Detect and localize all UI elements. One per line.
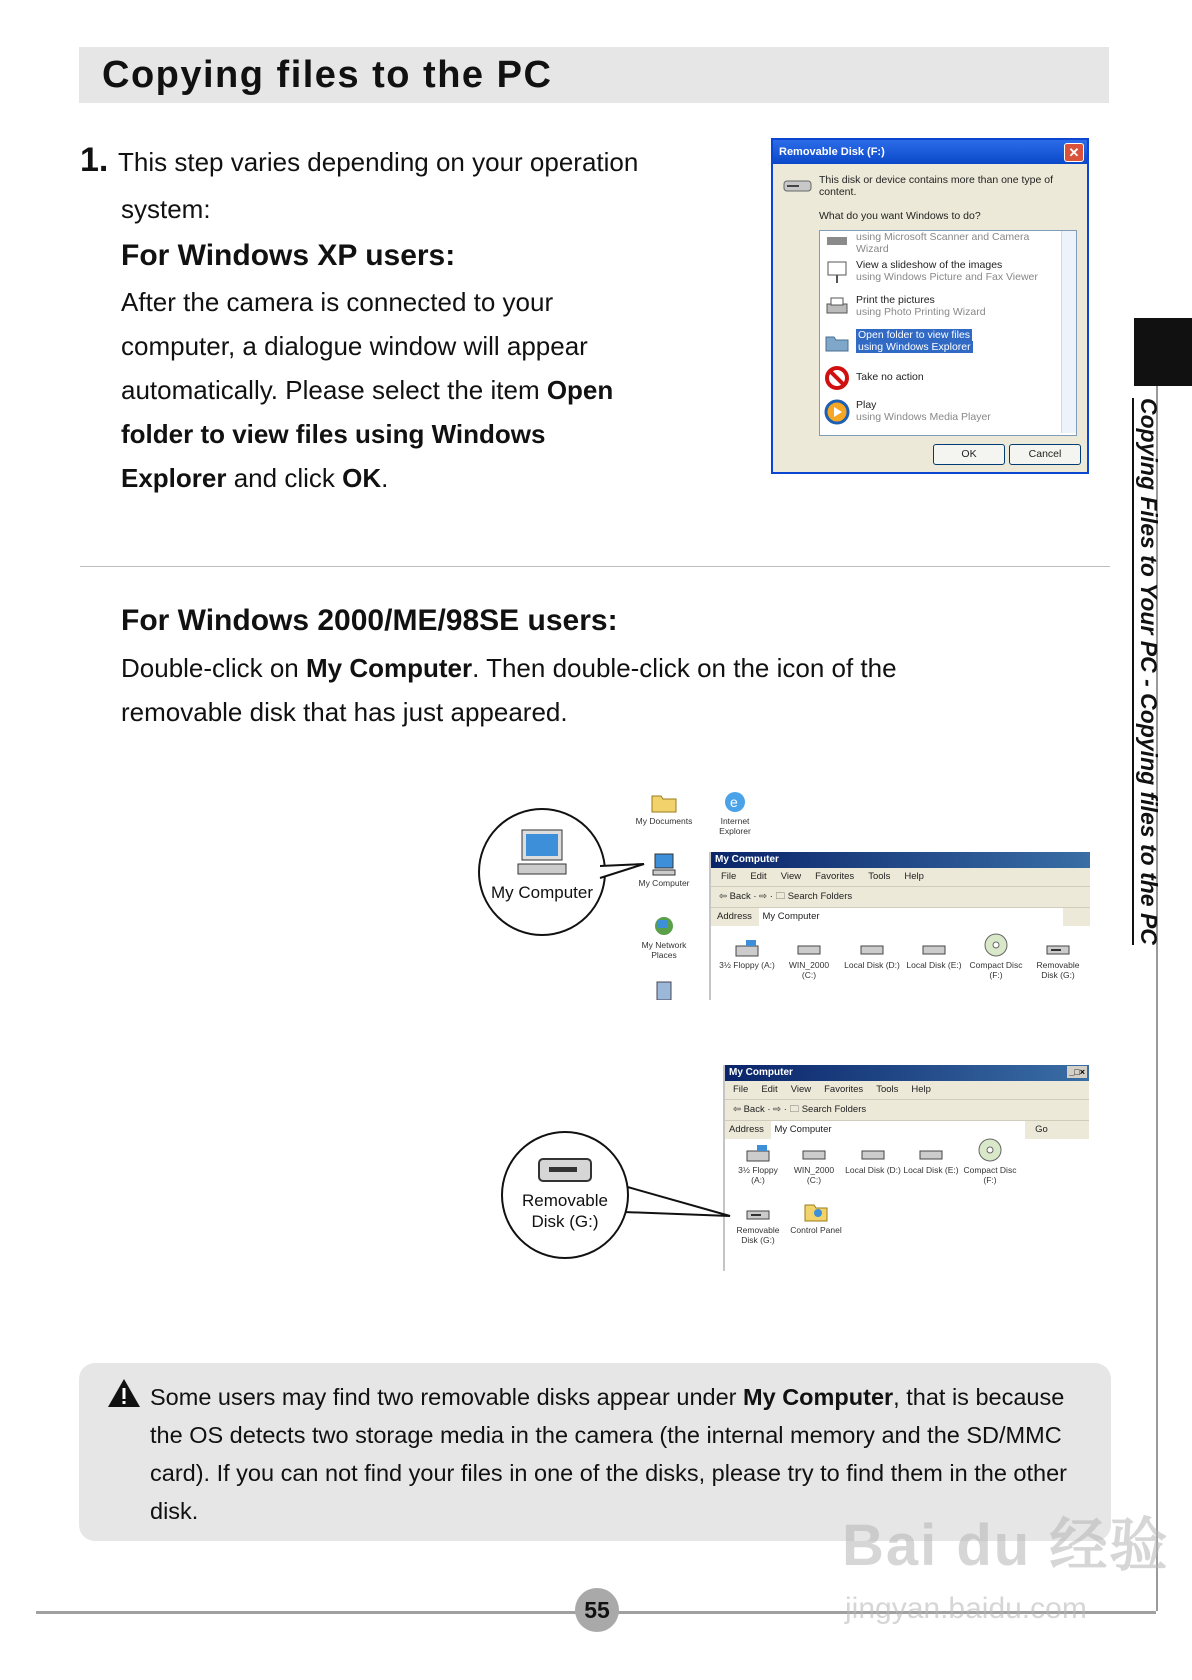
go-button[interactable]: Go: [1035, 1124, 1048, 1135]
list-item-sub: using Windows Picture and Fax Viewer: [856, 271, 1038, 283]
xp-dialog-titlebar: [773, 140, 1087, 164]
my-computer-window-2: [723, 1065, 1089, 1271]
xp-dialog-question: What do you want Windows to do?: [819, 210, 981, 222]
internet-explorer-icon: [721, 790, 749, 814]
address-label: Address: [717, 911, 752, 922]
step-intro-line1: This step varies depending on your operation: [118, 147, 639, 177]
desktop-icon-label: My Computer: [638, 878, 690, 888]
note-text-post: , that is because the OS detects two storage media in the camera (the internal memory and the SD/MMC card). If you can not find your files in one of the disks, please try to find them in the other disk.: [150, 1384, 1067, 1524]
w2000-line2: removable disk that has just appeared.: [121, 697, 568, 727]
drive-label: 3½ Floppy (A:): [738, 1165, 778, 1185]
toolbar[interactable]: ⇦ Back · ⇨ · 🗀 Search Folders: [711, 886, 1090, 907]
drive-removable[interactable]: [1029, 938, 1087, 980]
section-divider: [80, 566, 1110, 567]
xp-heading: For Windows XP users:: [121, 239, 456, 272]
xp-line5-end: .: [381, 463, 389, 493]
drive-label: WIN_2000 (C:): [793, 1165, 835, 1185]
drive-d[interactable]: [843, 938, 901, 970]
menu-item-file[interactable]: File: [733, 1084, 749, 1095]
xp-line3-text: automatically. Please select the item: [121, 375, 547, 405]
no-action-icon: [824, 365, 850, 391]
window-controls-icon[interactable]: _□×: [1069, 1067, 1085, 1077]
drive-removable[interactable]: [731, 1203, 785, 1245]
callout-label-line1: Removable: [522, 1191, 608, 1210]
compact-disc-icon: [982, 932, 1010, 958]
desktop-icon-label: My Documents: [635, 816, 693, 826]
toolbar[interactable]: ⇦ Back · ⇨ · 🗀 Search Folders: [725, 1099, 1089, 1120]
list-item-open-folder[interactable]: [820, 325, 1060, 359]
w2000-heading: For Windows 2000/ME/98SE users:: [121, 604, 618, 637]
list-item-play[interactable]: [820, 395, 1060, 429]
list-item-label: Take no action: [856, 371, 924, 383]
note-text-bold: My Computer: [743, 1384, 894, 1410]
recycle-bin-icon: [654, 980, 674, 1000]
w2000-line1-pre: Double-click on: [121, 653, 306, 683]
hard-disk-icon: [918, 1143, 944, 1163]
side-tab-label: Copying Files to Your PC - Copying files to the PC: [1132, 398, 1164, 945]
menu-item-view[interactable]: View: [790, 1084, 812, 1095]
page-title: Copying files to the PC: [102, 54, 553, 96]
list-item-scanner-wizard[interactable]: [820, 225, 1060, 259]
xp-action-list[interactable]: [819, 230, 1077, 436]
drive-e[interactable]: [903, 1143, 959, 1175]
removable-disk-icon: [1045, 938, 1071, 958]
window-titlebar: [711, 852, 1090, 868]
window-title: My Computer: [729, 1067, 793, 1078]
address-input[interactable]: My Computer: [759, 908, 1063, 926]
list-item-label: Print the pictures: [856, 294, 935, 306]
removable-disk-icon: [745, 1203, 771, 1223]
desktop-icon-my-network-places[interactable]: [630, 914, 698, 960]
desktop-icon-my-computer[interactable]: [630, 852, 698, 888]
my-documents-icon: [650, 790, 678, 814]
drive-label: Local Disk (E:): [903, 1165, 959, 1175]
camera-icon: [824, 229, 850, 255]
xp-dialog-description: This disk or device contains more than one type of content.: [819, 174, 1054, 198]
drive-compact-disc[interactable]: [961, 1137, 1019, 1185]
list-item-label: Play: [856, 399, 877, 411]
window-title: My Computer: [715, 854, 779, 865]
menu-item-edit[interactable]: Edit: [750, 871, 767, 882]
printer-icon: [824, 294, 850, 320]
my-computer-callout: [478, 808, 606, 936]
menu-item-favorites[interactable]: Favorites: [824, 1084, 864, 1095]
drive-d[interactable]: [845, 1143, 901, 1175]
my-computer-window-1: [709, 852, 1090, 1000]
menu-item-edit[interactable]: Edit: [761, 1084, 778, 1095]
ok-button[interactable]: OK: [933, 444, 1005, 465]
computer-icon: [480, 828, 604, 883]
drive-floppy[interactable]: [731, 1143, 785, 1185]
list-item-label-selected: Open folder to view files: [858, 329, 971, 341]
media-player-icon: [824, 399, 850, 425]
xp-line4: folder to view files using Windows: [121, 419, 546, 449]
drive-label: 3½ Floppy (A:): [719, 960, 775, 970]
drive-c[interactable]: [781, 938, 837, 980]
side-tab-block: [1134, 318, 1192, 386]
drive-c[interactable]: [787, 1143, 841, 1185]
side-tab: [1130, 398, 1164, 988]
xp-line3-bold: Open: [546, 375, 614, 405]
xp-line5-bold: Explorer: [121, 463, 227, 493]
warning-icon: [106, 1377, 142, 1409]
compact-disc-icon: [976, 1137, 1004, 1163]
drive-label: Removable Disk (G:): [736, 1225, 780, 1245]
control-panel-icon: [803, 1197, 829, 1223]
page-number: 55: [575, 1588, 619, 1632]
hard-disk-icon: [921, 938, 947, 958]
callout-label: My Computer: [490, 883, 594, 902]
address-label: Address: [729, 1124, 764, 1135]
desktop-icon-my-documents[interactable]: [630, 790, 698, 826]
hard-disk-icon: [796, 938, 822, 958]
note-text-pre: Some users may find two removable disks appear under: [150, 1384, 744, 1410]
drive-e[interactable]: [905, 938, 963, 970]
xp-line5-mid: and click: [226, 463, 343, 493]
desktop-icon-label: My Network Places: [641, 940, 687, 960]
menu-item-help[interactable]: Help: [911, 1084, 931, 1095]
list-item-sub: using Photo Printing Wizard: [856, 306, 986, 318]
list-item-sub-selected: using Windows Explorer: [858, 341, 971, 353]
watermark-url: jingyan.baidu.com: [845, 1592, 1087, 1625]
computer-icon: [651, 852, 677, 876]
list-item-sub: using Windows Media Player: [856, 411, 991, 423]
w2000-line1: [121, 646, 897, 690]
address-input[interactable]: My Computer: [771, 1121, 1025, 1139]
drive-floppy[interactable]: [719, 938, 775, 970]
svg-text:e: e: [730, 794, 738, 810]
hard-disk-icon: [859, 938, 885, 958]
removable-disk-icon: [783, 176, 813, 194]
drive-label: Local Disk (D:): [845, 1165, 901, 1175]
menu-item-help[interactable]: Help: [904, 871, 924, 882]
xp-line2: computer, a dialogue window will appear: [121, 331, 588, 361]
list-item-sub: using Microsoft Scanner and Camera Wizard: [856, 231, 1030, 255]
removable-disk-callout: [501, 1131, 629, 1259]
hard-disk-icon: [801, 1143, 827, 1163]
w2000-line1-post: . Then double-click on the icon of the: [472, 653, 897, 683]
menu-bar: [711, 868, 1090, 886]
hard-disk-icon: [860, 1143, 886, 1163]
watermark-logo: Bai du 经验: [842, 1513, 1170, 1578]
scrollbar[interactable]: [1061, 231, 1076, 433]
w2000-line1-bold: My Computer: [305, 653, 473, 683]
xp-line3: [121, 368, 613, 412]
drive-label: Local Disk (E:): [906, 960, 962, 970]
drive-label: Compact Disc (F:): [969, 960, 1023, 980]
callout-label-line2: Disk (G:): [531, 1212, 599, 1231]
drive-label: Local Disk (D:): [844, 960, 900, 970]
drive-label: Compact Disc (F:): [963, 1165, 1017, 1185]
drive-label: WIN_2000 (C:): [788, 960, 830, 980]
drive-compact-disc[interactable]: [967, 932, 1025, 980]
menu-bar: [725, 1081, 1089, 1099]
callout-pointer: [622, 1178, 734, 1234]
menu-item-tools[interactable]: Tools: [868, 871, 891, 882]
floppy-icon: [745, 1143, 771, 1163]
address-bar: [725, 1120, 1089, 1139]
menu-item-view[interactable]: View: [780, 871, 802, 882]
list-item-print[interactable]: [820, 290, 1060, 324]
list-item-label: View a slideshow of the images: [856, 259, 1003, 271]
control-panel-label: Control Panel: [790, 1225, 842, 1235]
list-item-no-action[interactable]: [820, 361, 1060, 395]
list-item-slideshow[interactable]: [820, 255, 1060, 289]
close-icon[interactable]: ✕: [1064, 143, 1084, 162]
xp-line5-ok: OK: [342, 463, 382, 493]
drive-label: Removable Disk (G:): [1036, 960, 1080, 980]
xp-line5: [121, 456, 388, 500]
menu-item-file[interactable]: File: [721, 871, 737, 882]
network-icon: [651, 914, 677, 938]
control-panel[interactable]: [787, 1197, 845, 1235]
xp-dialog-title: Removable Disk (F:): [779, 146, 885, 158]
desktop-icon-label: Internet Explorer: [719, 816, 751, 836]
folder-icon: [824, 329, 850, 355]
floppy-icon: [734, 938, 760, 958]
removable-disk-icon: [503, 1155, 627, 1190]
projector-screen-icon: [824, 259, 850, 285]
menu-item-tools[interactable]: Tools: [876, 1084, 899, 1095]
step-number: 1.: [80, 141, 109, 179]
desktop-icon-internet-explorer[interactable]: [704, 790, 766, 836]
menu-item-favorites[interactable]: Favorites: [815, 871, 855, 882]
step-intro-line2: system:: [121, 194, 211, 224]
window-titlebar: [725, 1065, 1089, 1081]
address-bar: [711, 907, 1090, 926]
xp-autoplay-dialog: [771, 138, 1089, 474]
xp-line1: After the camera is connected to your: [121, 287, 554, 317]
cancel-button[interactable]: Cancel: [1009, 444, 1081, 465]
